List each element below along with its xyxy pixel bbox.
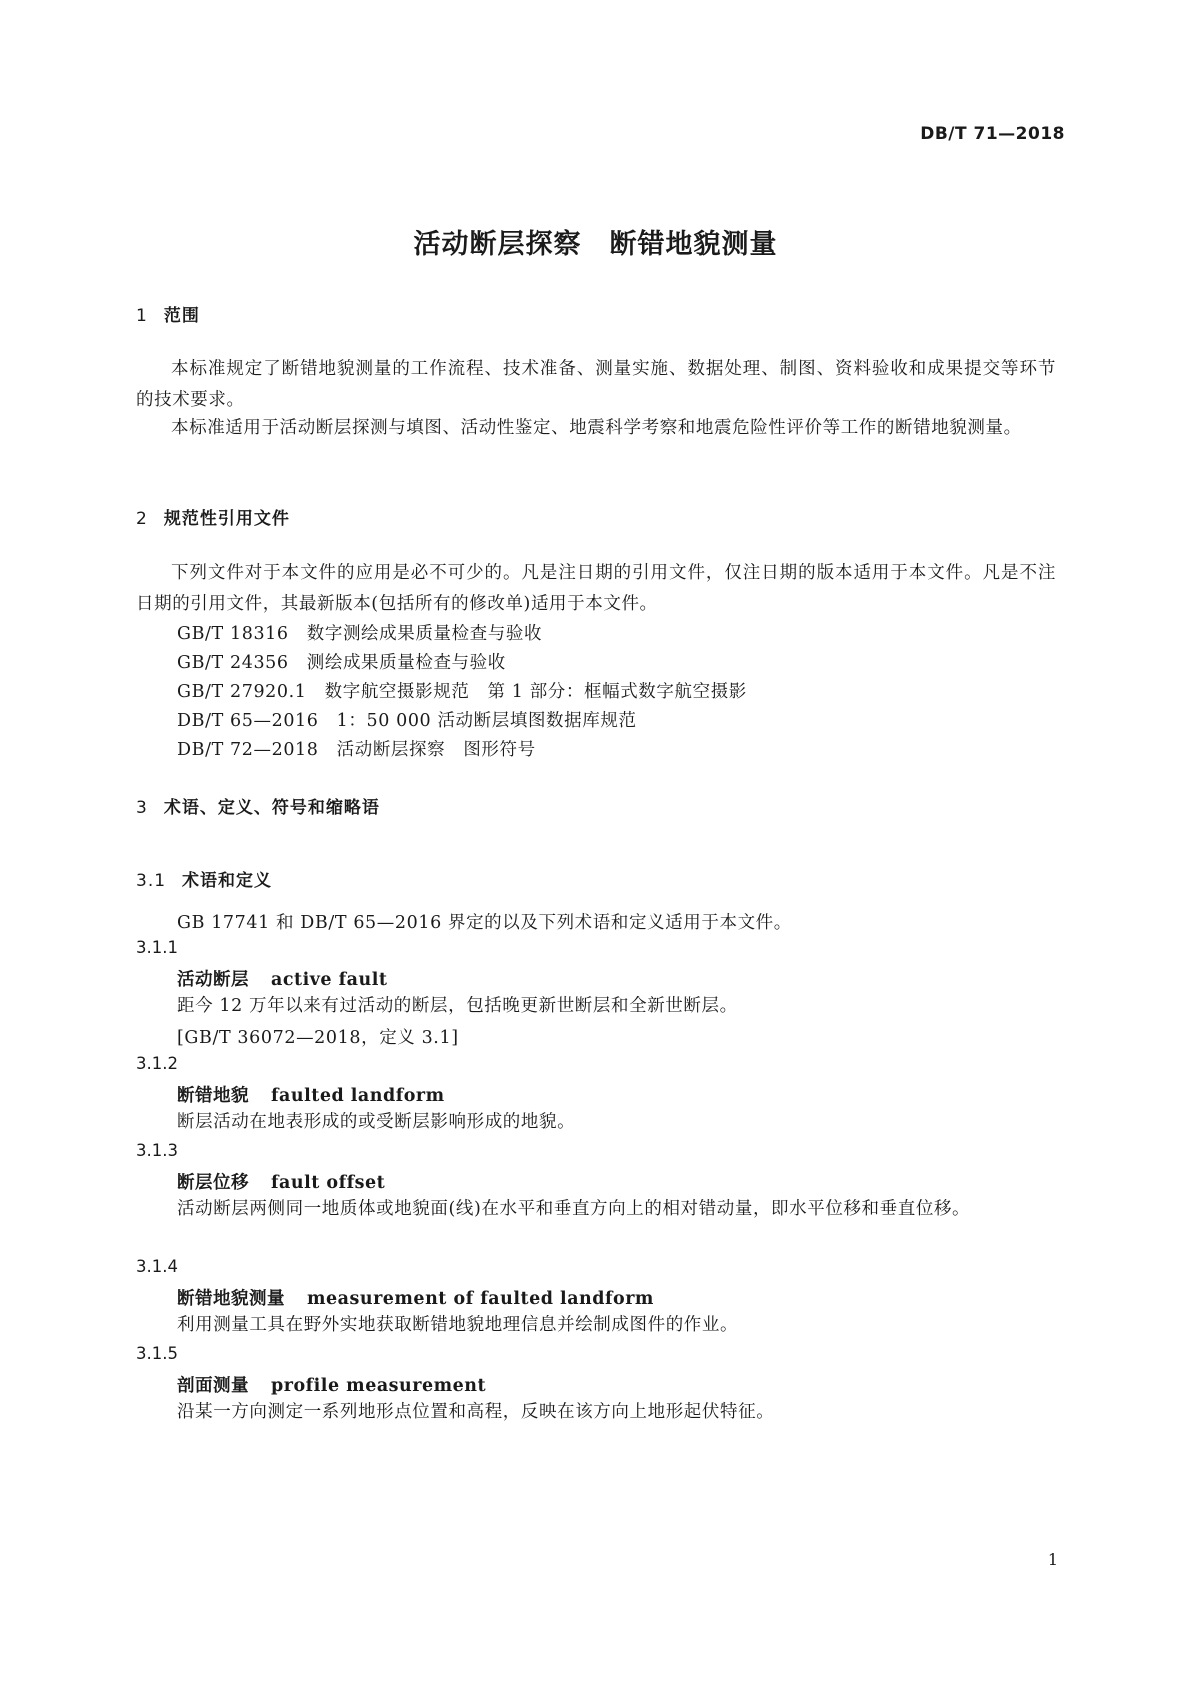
paragraph: GB 17741 和 DB/T 65—2016 界定的以及下列术语和定义适用于本文件。 [177,913,792,933]
term-source: [GB/T 36072—2018，定义 3.1] [177,1028,459,1048]
paragraph: 本标准规定了断错地貌测量的工作流程、技术准备、测量实施、数据处理、制图、资料验收和成果提交等环节的技术要求。 [136,359,1056,410]
term-chinese: 剖面测量 [177,1376,249,1396]
reference-item: GB/T 18316 数字测绘成果质量检查与验收 [177,624,543,644]
term-english: profile measurement [271,1376,487,1396]
page-number: 1 [1047,1550,1058,1569]
term-heading [177,966,387,991]
section-number: 3 [136,798,148,818]
section-title: 规范性引用文件 [163,509,290,529]
term-english: fault offset [271,1173,386,1193]
subsection-title: 术语和定义 [182,871,273,891]
section-number: 1 [136,306,148,326]
term-english: faulted landform [271,1086,445,1106]
term-number: 3.1.4 [136,1257,178,1276]
term-chinese: 活动断层 [177,970,249,990]
term-english: measurement of faulted landform [307,1289,654,1309]
term-number: 3.1.1 [136,938,178,957]
term-definition: 距今 12 万年以来有过活动的断层，包括晚更新世断层和全新世断层。 [177,996,738,1016]
term-english: active fault [271,970,388,990]
term-definition: 沿某一方向测定一系列地形点位置和高程，反映在该方向上地形起伏特征。 [177,1402,775,1422]
term-chinese: 断错地貌 [177,1086,249,1106]
term-definition: 断层活动在地表形成的或受断层影响形成的地貌。 [177,1112,576,1132]
standard-code: DB/T 71—2018 [920,124,1065,144]
term-heading [177,1285,654,1310]
reference-item: DB/T 72—2018 活动断层探察 图形符号 [177,740,536,760]
term-number: 3.1.3 [136,1141,178,1160]
section-heading-1 [136,301,200,326]
term-chinese: 断错地貌测量 [177,1289,285,1309]
term-definition: 利用测量工具在野外实地获取断错地貌地理信息并绘制成图件的作业。 [177,1315,739,1335]
section-heading-3 [136,793,380,818]
section-number: 2 [136,509,148,529]
document-title: 活动断层探察 断错地貌测量 [413,229,778,260]
section-heading-2 [136,504,290,529]
term-number: 3.1.2 [136,1054,178,1073]
reference-item: DB/T 65—2016 1：50 000 活动断层填图数据库规范 [177,711,637,731]
term-definition: 活动断层两侧同一地质体或地貌面(线)在水平和垂直方向上的相对错动量，即水平位移和垂直位移。 [177,1199,971,1219]
section-title: 范围 [163,306,200,326]
paragraph: 本标准适用于活动断层探测与填图、活动性鉴定、地震科学考察和地震危险性评价等工作的断错地貌测量。 [171,418,1022,438]
term-chinese: 断层位移 [177,1173,249,1193]
paragraph: 下列文件对于本文件的应用是必不可少的。凡是注日期的引用文件，仅注日期的版本适用于本文件。凡是不注日期的引用文件，其最新版本(包括所有的修改单)适用于本文件。 [136,563,1056,614]
subsection-number: 3.1 [136,871,167,891]
term-number: 3.1.5 [136,1344,178,1363]
section-title: 术语、定义、符号和缩略语 [163,798,380,818]
term-heading [177,1169,385,1194]
reference-item: GB/T 24356 测绘成果质量检查与验收 [177,653,506,673]
term-heading [177,1082,445,1107]
term-heading [177,1372,486,1397]
subsection-heading [136,866,272,891]
reference-item: GB/T 27920.1 数字航空摄影规范 第 1 部分：框幅式数字航空摄影 [177,682,747,702]
